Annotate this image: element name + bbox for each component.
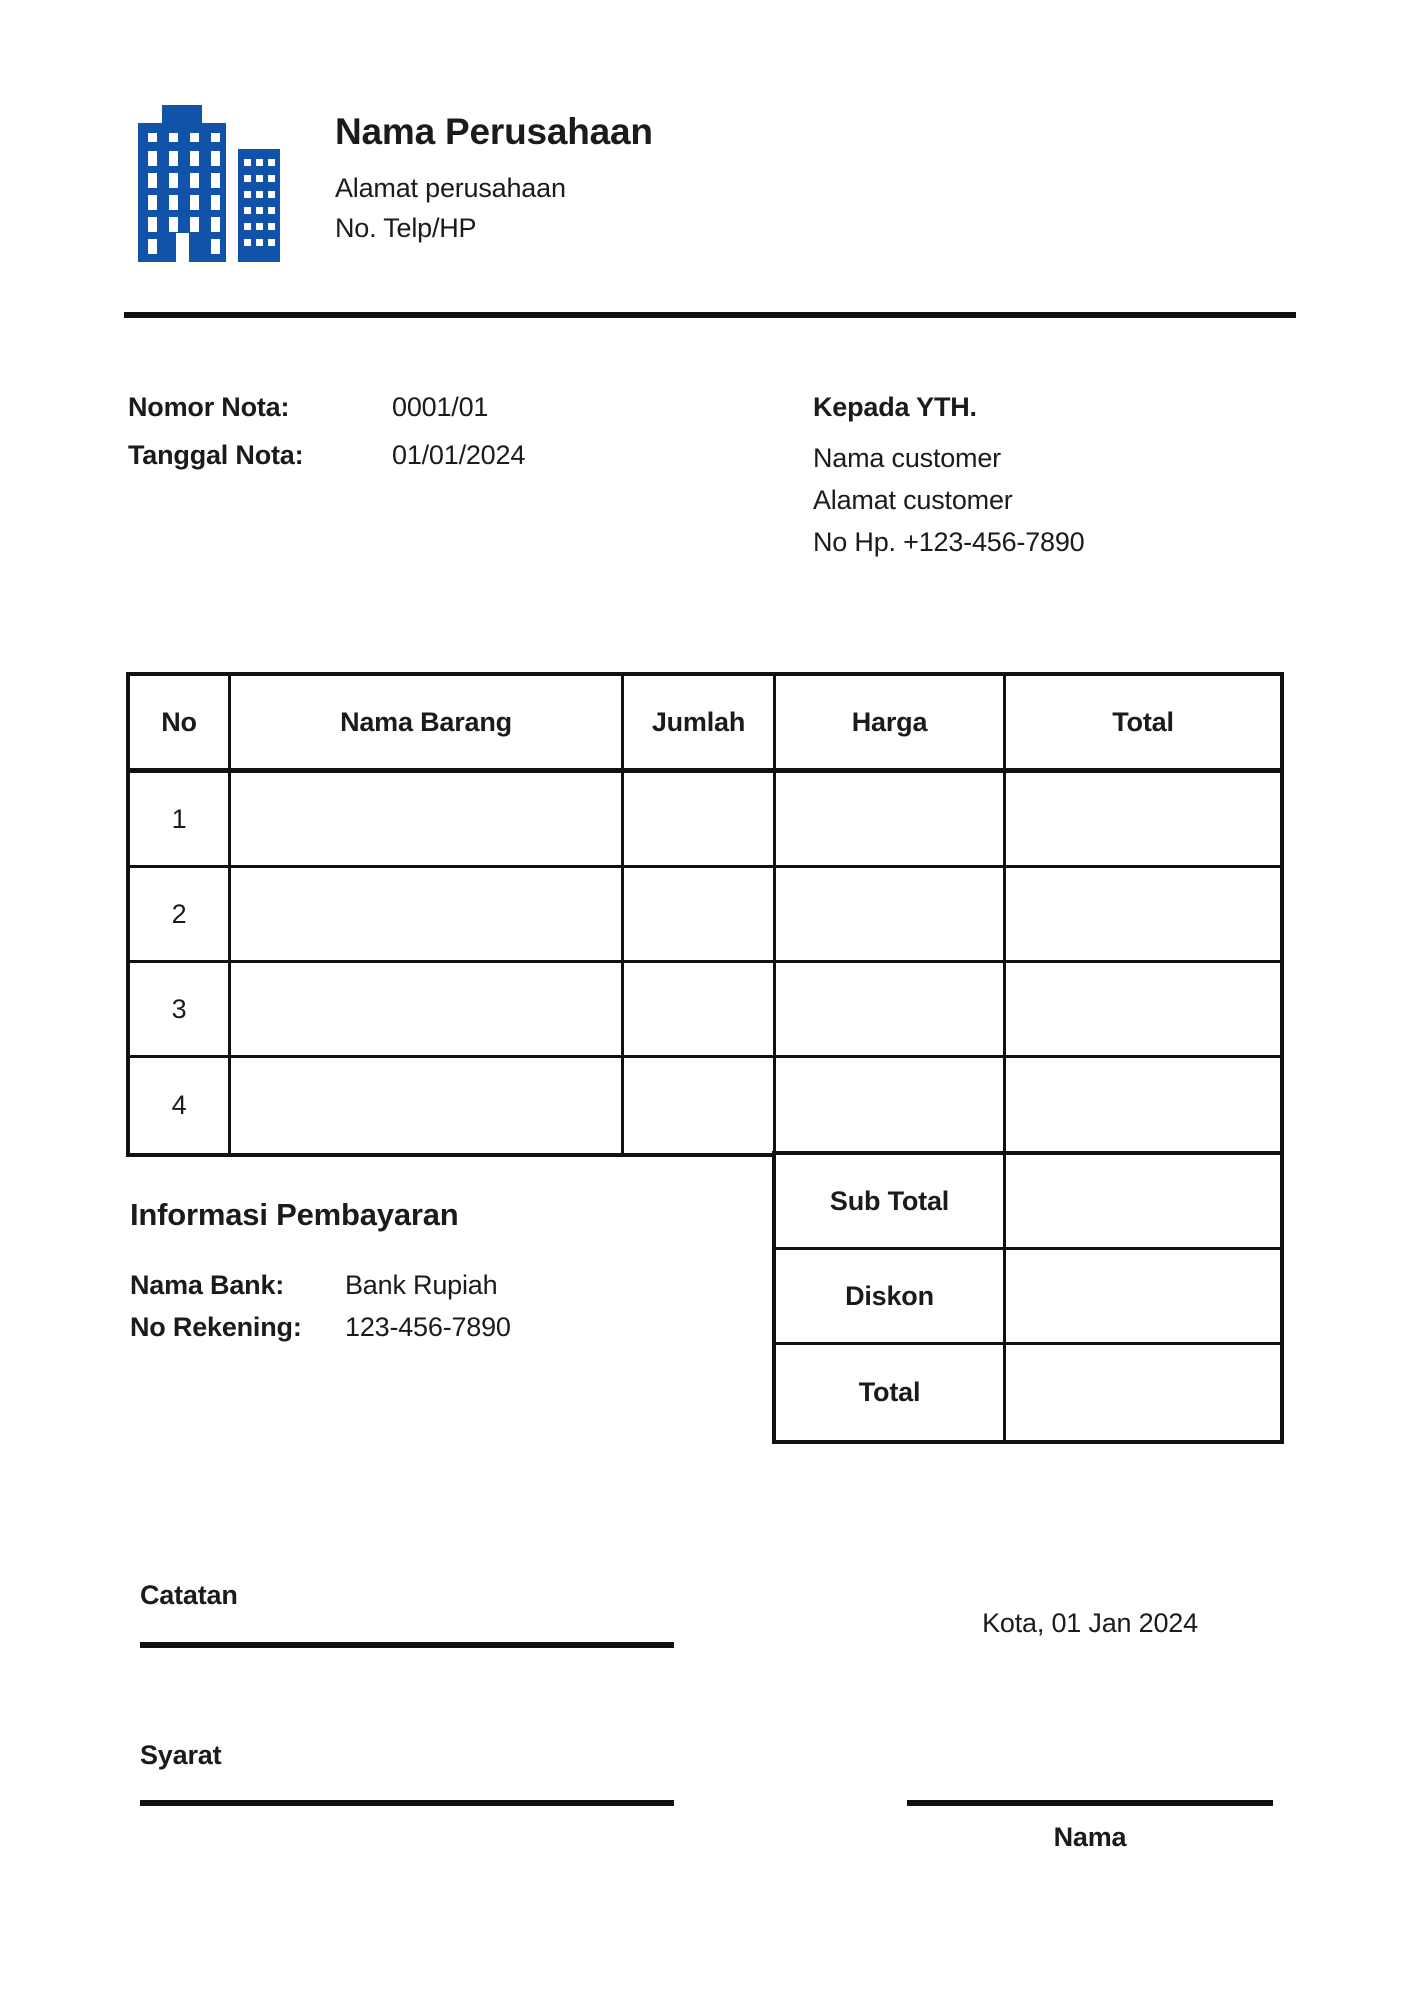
recipient-name: Nama customer (813, 443, 1001, 473)
item-qty-cell (624, 1058, 776, 1153)
total-label: Total (776, 1345, 1006, 1440)
signature-name-label: Nama (1053, 1822, 1127, 1852)
item-name-cell (231, 773, 624, 868)
column-header-no: No (130, 676, 231, 773)
column-header-nama-barang: Nama Barang (231, 676, 624, 773)
item-total-cell (1006, 1058, 1280, 1153)
item-total-cell (1006, 868, 1280, 963)
items-table (126, 672, 1284, 1157)
item-total-cell (1006, 963, 1280, 1058)
diskon-value (1006, 1250, 1280, 1345)
bank-name-value: Bank Rupiah (345, 1270, 498, 1300)
item-qty-cell (624, 773, 776, 868)
catatan-blank-line (140, 1642, 674, 1648)
recipient-phone: No Hp. +123-456-7890 (813, 527, 1085, 557)
tanggal-nota-label: Tanggal Nota: (128, 440, 304, 470)
column-header-total: Total (1006, 676, 1280, 773)
subtotal-label: Sub Total (776, 1155, 1006, 1250)
total-value (1006, 1345, 1280, 1440)
row-number-cell: 2 (130, 868, 231, 963)
account-number-value: 123-456-7890 (345, 1312, 511, 1342)
signature-line (907, 1800, 1273, 1806)
catatan-label: Catatan (140, 1580, 238, 1610)
nomor-nota-label: Nomor Nota: (128, 392, 290, 422)
header-divider (124, 312, 1296, 318)
company-address: Alamat perusahaan (335, 173, 566, 203)
item-price-cell (776, 963, 1006, 1058)
item-price-cell (776, 773, 1006, 868)
recipient-address: Alamat customer (813, 485, 1013, 515)
nomor-nota-value: 0001/01 (392, 392, 489, 422)
syarat-blank-line (140, 1800, 674, 1806)
row-number-cell: 1 (130, 773, 231, 868)
city-date-text: Kota, 01 Jan 2024 (982, 1608, 1198, 1638)
payment-info-heading: Informasi Pembayaran (130, 1197, 459, 1232)
bank-name-label: Nama Bank: (130, 1270, 285, 1300)
tanggal-nota-value: 01/01/2024 (392, 440, 526, 470)
item-name-cell (231, 1058, 624, 1153)
account-number-label: No Rekening: (130, 1312, 302, 1342)
row-number-cell: 4 (130, 1058, 231, 1153)
column-header-jumlah: Jumlah (624, 676, 776, 773)
column-header-harga: Harga (776, 676, 1006, 773)
item-price-cell (776, 1058, 1006, 1153)
subtotal-value (1006, 1155, 1280, 1250)
company-name: Nama Perusahaan (335, 111, 653, 152)
item-qty-cell (624, 963, 776, 1058)
diskon-label: Diskon (776, 1250, 1006, 1345)
company-phone: No. Telp/HP (335, 213, 477, 243)
recipient-heading: Kepada YTH. (813, 392, 977, 422)
summary-table (772, 1151, 1284, 1444)
item-name-cell (231, 868, 624, 963)
row-number-cell: 3 (130, 963, 231, 1058)
item-qty-cell (624, 868, 776, 963)
syarat-label: Syarat (140, 1740, 222, 1770)
item-total-cell (1006, 773, 1280, 868)
buildings-icon (138, 105, 280, 262)
item-price-cell (776, 868, 1006, 963)
item-name-cell (231, 963, 624, 1058)
